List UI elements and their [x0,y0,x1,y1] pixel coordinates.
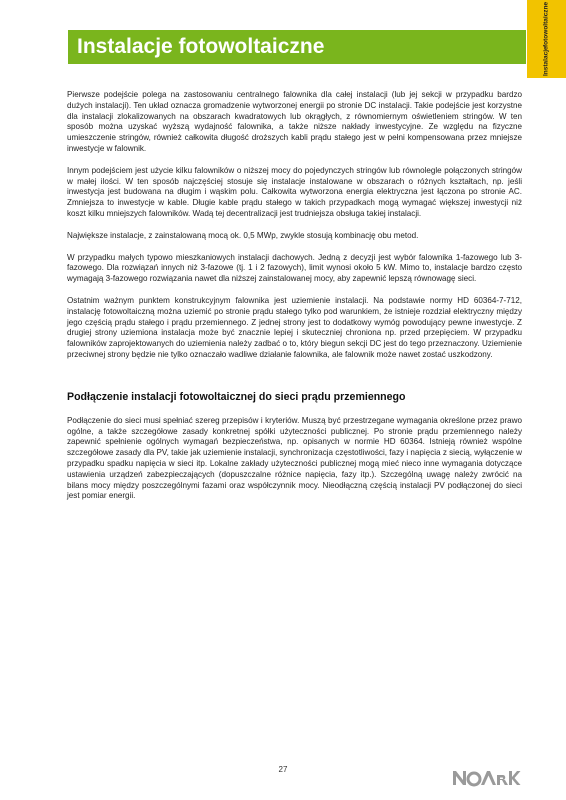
section-tab-label [527,0,566,78]
paragraph: Największe instalacje, z zainstalowaną mocą ok. 0,5 MWp, zwykle stosują kombinację obu metod. [67,230,419,240]
paragraph: Pierwsze podejście polega na zastosowaniu centralnego falownika dla całej instalacji (lub jej sekcji w przypadku bardzo dużych instalacji). Ten układ oznacza gromadzenie wytworzonej energii po stronie DC instalacji. Takie podejście jest korzystne dla instalacji zlokalizowanych na obszarach kwadratowych lub okrągłych, z równomiernym oświetleniem stringów. W ten sposób można uzyskać wyższą wydajność falownika, a także niższe nakłady inwestycyjne. Ze względu na fizyczne umieszczenie stringów, również całkowita długość droższych kabli prądu stałego jest w pełni kompensowana przez mniejsze inwestycje w falownik. [67,90,522,153]
paragraph: Ostatnim ważnym punktem konstrukcyjnym falownika jest uziemienie instalacji. Na podstawie normy HD 60364-7-712, instalację fotowoltaiczną można uziemić po stronie prądu stałego tylko pod warunkiem, że istnieje rozdział elektryczny między jego częścią prądu stałego i prądu przemiennego. Z jednej strony jest to dodatkowy wymóg powodujący pewne inwestycje. Z drugiej strony uziemiona instalacja może być znacznie lepiej i skuteczniej chroniona np. przed przepięciem. W przypadku falowników zaprojektowanych do uziemienia należy zadbać o to, który biegun sekcji DC jest do tego przeznaczony. Uziemienie przeciwnej strony będzie nie tylko oznaczało wadliwe działanie falownika, ale falownik może nawet zostać uszkodzony. [67,295,522,359]
section-tab-line2: fotowoltaiczne [542,1,550,47]
page-number: 27 [278,765,288,774]
page-title: Instalacje fotowoltaiczne [77,35,325,58]
noark-logo [451,768,521,788]
document-body [67,90,522,513]
paragraph: Innym podejściem jest użycie kilku falowników o niższej mocy do pojedynczych stringów lub równolegle połączonych stringów w małej ilości. W ten sposób najczęściej stosuje się instalacje instalowane w obszarach o różnych kształtach, np. jeśli inwestycja jest budowana na długim i wąskim polu. Całkowita wytworzona energia elektryczna jest łączona po stronie AC. Zmniejsza to inwestycje w kable. Długie kable prądu stałego w takich przypadkach mogą wymagać większej inwestycji niż koszt kilku mniejszych falowników. Wadą tej decentralizacji jest trudniejsza obsługa takiej instalacji. [67,165,522,218]
section-tab [527,0,566,78]
section-tab-line1: Instalacje [542,46,550,77]
section-heading: Podłączenie instalacji fotowoltaicznej do sieci prądu przemiennego [67,390,406,403]
paragraph: Podłączenie do sieci musi spełniać szereg przepisów i kryteriów. Muszą być przestrzegane wymagania określone przez prawo ogólne, a także szczegółowe zasady konkretnej spółki użyteczności publicznej. Po stronie prądu przemiennego należy zapewnić spełnienie ogólnych wymagań bezpieczeństwa, np. opisanych w normie HD 60364. Istnieją również wspólne szczegółowe zasady dla PV, takie jak uziemienie instalacji, synchronizacja częstotliwości, fazy i napięcia z siecią, wyłączenie w przypadku spadku napięcia w sieci itp. Lokalne zakłady użyteczności publicznej mogą mieć nieco inne wymagania dotyczące ustawienia urządzeń zabezpieczających (dopuszczalne różnice napięcia, fazy itp.). Szczególną uwagę należy zwrócić na bilans mocy między poszczególnymi fazami oraz współczynnik mocy. Nieodłączną częścią instalacji PV podłączonej do sieci jest pomiar energii. [67,415,522,501]
title-bar [68,30,526,64]
paragraph: W przypadku małych typowo mieszkaniowych instalacji dachowych. Jedną z decyzji jest wybór falownika 1-fazowego lub 3-fazowego. Dla rozwiązań innych niż 3-fazowe (tj. 1 i 2 fazowych), limit wynosi około 5 kW. Mimo to, instalacje bardzo często wymagają 3-fazowego rozwiązania nawet dla niższej zainstalowanej mocy, aby zapewnić lepszą równowagę sieci. [67,252,522,284]
